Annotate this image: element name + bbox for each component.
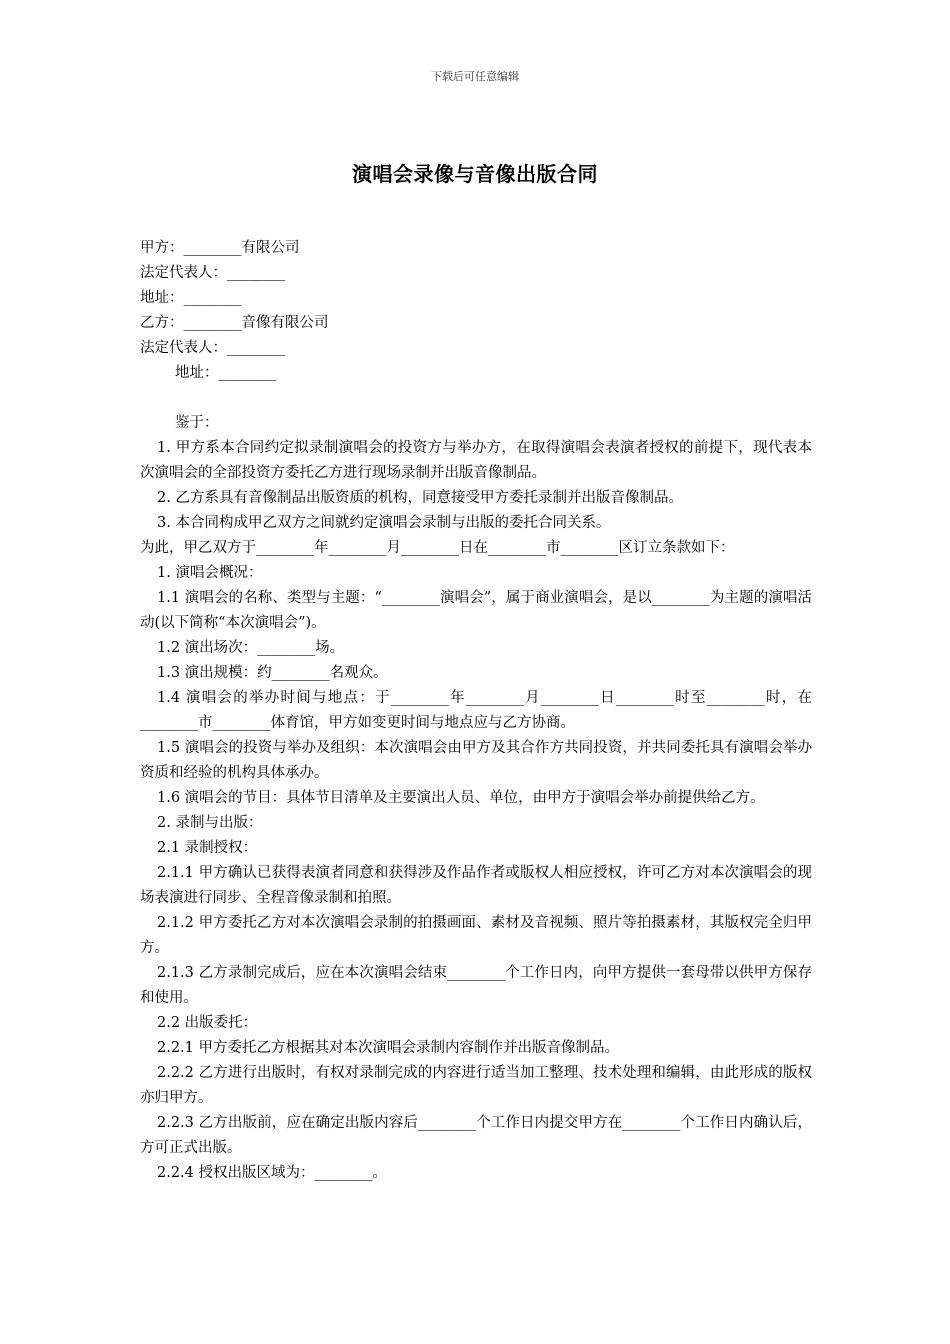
document-title: 演唱会录像与音像出版合同 xyxy=(352,162,598,186)
agreement-line: 为此，甲乙双方于________年________月________日在________市________区订立条款如下： xyxy=(140,540,735,556)
contract-body xyxy=(140,236,812,1186)
clause: 2.2.4 授权出版区域为：________。 xyxy=(157,1165,388,1181)
clause: 2. 录制与出版： xyxy=(157,815,263,831)
clause: 1.2 演出场次：________场。 xyxy=(157,640,345,656)
clause: 1.3 演出规模：约________名观众。 xyxy=(157,665,388,681)
whereas-item: 1. 甲方系本合同约定拟录制演唱会的投资方与举办方，在取得演唱会表演者授权的前提下，现代表本次演唱会的全部投资方委托乙方进行现场录制并出版音像制品。 xyxy=(140,440,812,481)
clause: 2.2.2 乙方进行出版时，有权对录制完成的内容进行适当加工整理、技术处理和编辑，由此形成的版权亦归甲方。 xyxy=(140,1065,812,1106)
party-b-representative: 法定代表人：________ xyxy=(140,340,285,356)
clause: 1.4 演唱会的举办时间与地点：于________年________月________日________时至________时，在________市________体育馆，甲方如变更时间与地点应与乙方协商。 xyxy=(140,690,812,731)
clause: 2.2.3 乙方出版前，应在确定出版内容后________个工作日内提交甲方在________个工作日内确认后，方可正式出版。 xyxy=(140,1115,812,1156)
whereas-item: 3. 本合同构成甲乙双方之间就约定演唱会录制与出版的委托合同关系。 xyxy=(157,515,611,531)
clause: 2.1.1 甲方确认已获得表演者同意和获得涉及作品作者或版权人相应授权，许可乙方对本次演唱会的现场表演进行同步、全程音像录制和拍照。 xyxy=(140,865,812,906)
party-a-address: 地址：________ xyxy=(140,290,242,306)
party-b: 乙方：________音像有限公司 xyxy=(140,315,329,331)
party-b-address: 地址：________ xyxy=(175,365,277,381)
clause: 1. 演唱会概况： xyxy=(157,565,263,581)
clause: 2.1.3 乙方录制完成后，应在本次演唱会结束________个工作日内，向甲方提供一套母带以供甲方保存和使用。 xyxy=(140,965,812,1006)
spacer xyxy=(140,386,812,411)
clause: 2.2.1 甲方委托乙方根据其对本次演唱会录制内容制作并出版音像制品。 xyxy=(157,1040,620,1056)
clause: 1.5 演唱会的投资与举办及组织：本次演唱会由甲方及其合作方共同投资，并共同委托具有演唱会举办资质和经验的机构具体承办。 xyxy=(140,740,812,781)
clause: 2.2 出版委托： xyxy=(157,1015,258,1031)
whereas-item: 2. 乙方系具有音像制品出版资质的机构，同意接受甲方委托录制并出版音像制品。 xyxy=(157,490,683,506)
whereas-heading: 鉴于： xyxy=(175,415,219,431)
party-a-representative: 法定代表人：________ xyxy=(140,265,285,281)
clause: 2.1 录制授权： xyxy=(157,840,258,856)
header-note: 下载后可任意编辑 xyxy=(431,70,519,83)
clause: 2.1.2 甲方委托乙方对本次演唱会录制的拍摄画面、素材及音视频、照片等拍摄素材，其版权完全归甲方。 xyxy=(140,915,812,956)
clause: 1.6 演唱会的节目：具体节目清单及主要演出人员、单位，由甲方于演唱会举办前提供给乙方。 xyxy=(157,790,765,806)
clause: 1.1 演唱会的名称、类型与主题：“________演唱会”，属于商业演唱会，是以________为主题的演唱活动(以下简称“本次演唱会”)。 xyxy=(140,590,812,631)
party-a: 甲方：________有限公司 xyxy=(140,240,300,256)
